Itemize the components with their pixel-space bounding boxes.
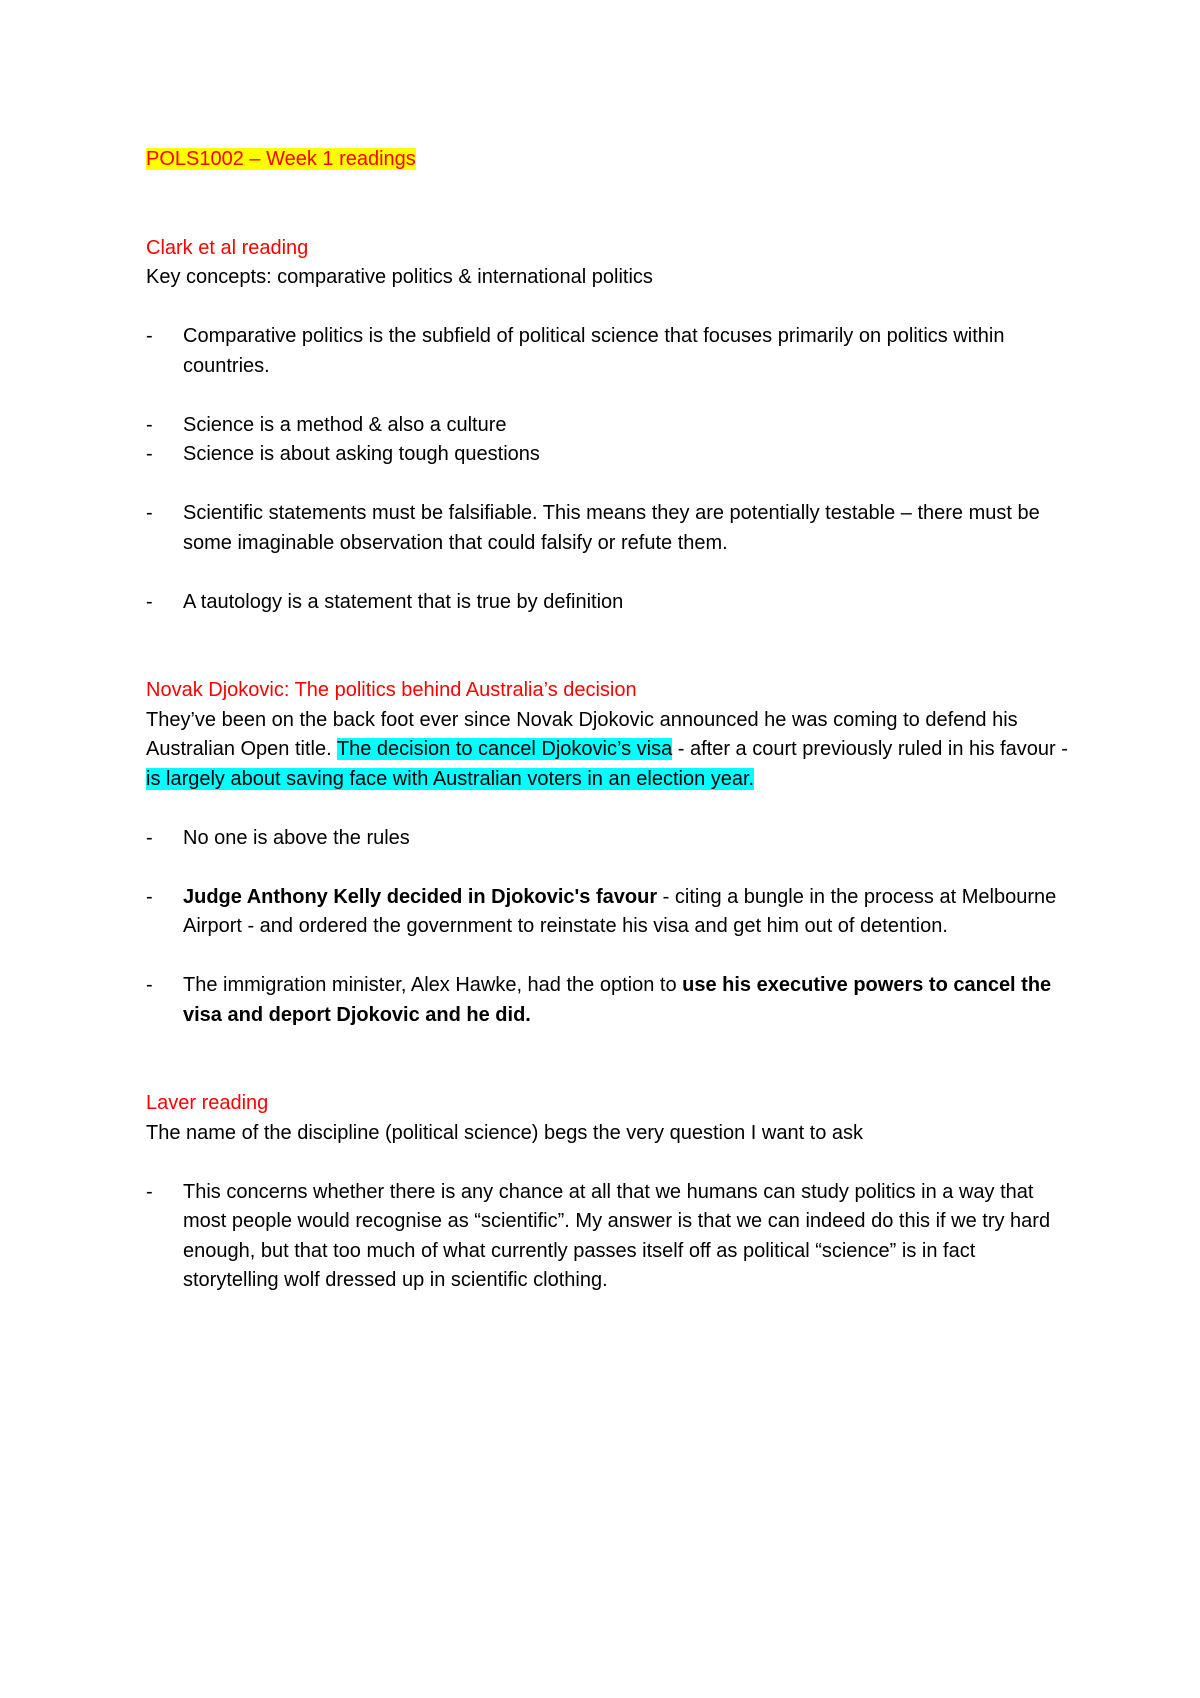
title-highlight: POLS1002 – Week 1 readings [146, 148, 416, 170]
list-item [146, 971, 1076, 1030]
djokovic-para-text: They’ve been on the back foot ever since Novak Djokovic announced he was coming to defend his Australian Open title. [146, 708, 1018, 760]
djokovic-section [146, 676, 1076, 1030]
clark-bullet-list [146, 411, 1076, 470]
list-item: - A tautology is a statement that is true by definition [146, 588, 1076, 618]
djokovic-paragraph [146, 706, 1076, 795]
list-item-text: - citing a bungle in the process at Melbourne Airport - and ordered the government to reinstate his visa and get him out of detention. [183, 885, 1057, 937]
laver-section [146, 1089, 1076, 1296]
clark-bullet-list [146, 499, 1076, 558]
document-title [146, 145, 1076, 175]
bold-text: use his executive powers to cancel the visa and deport Djokovic and he did. [183, 974, 1052, 1026]
djokovic-para-text: - after a court previously ruled in his favour - [672, 738, 1068, 760]
list-item: - Comparative politics is the subfield of political science that focuses primarily on politics within countries. [146, 322, 1076, 381]
list-item-text: The immigration minister, Alex Hawke, had the option to [183, 974, 683, 996]
cyan-highlight: is largely about saving face with Australian voters in an election year. [146, 767, 755, 790]
clark-heading: Clark et al reading [146, 236, 309, 259]
laver-bullet-list [146, 1178, 1076, 1296]
clark-intro: Key concepts: comparative politics & international politics [146, 266, 653, 288]
bold-text: Judge Anthony Kelly decided in Djokovic's favour [183, 885, 658, 908]
djokovic-bullet-list [146, 971, 1076, 1030]
list-item: - Scientific statements must be falsifiable. This means they are potentially testable – there must be some imaginable observation that could falsify or refute them. [146, 499, 1076, 558]
djokovic-bullet-list [146, 824, 1076, 854]
document-body [146, 145, 1076, 1296]
laver-intro: The name of the discipline (political science) begs the very question I want to ask [146, 1121, 864, 1144]
list-item: - No one is above the rules [146, 824, 1076, 854]
list-item [146, 883, 1076, 942]
list-item: - This concerns whether there is any chance at all that we humans can study politics in a way that most people would recognise as “scientific”. My answer is that we can indeed do this if we try hard enough, but that too much of what currently passes itself off as political “science” is in fact storytelling wolf dressed up in scientific clothing. [146, 1178, 1076, 1296]
list-item: - Science is about asking tough questions [146, 440, 1076, 470]
djokovic-bullet-list [146, 883, 1076, 942]
list-item: - Science is a method & also a culture [146, 411, 1076, 441]
clark-section [146, 234, 1076, 618]
djokovic-heading: Novak Djokovic: The politics behind Australia’s decision [146, 679, 637, 701]
laver-heading: Laver reading [146, 1092, 269, 1114]
cyan-highlight: The decision to cancel Djokovic’s visa [336, 738, 673, 760]
clark-bullet-list [146, 322, 1076, 381]
clark-bullet-list [146, 588, 1076, 618]
